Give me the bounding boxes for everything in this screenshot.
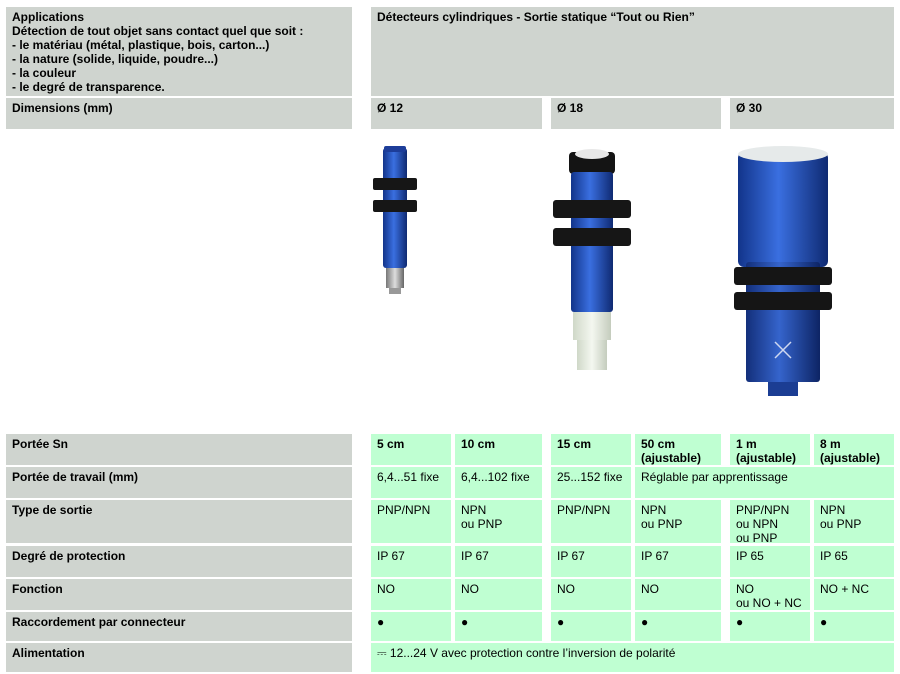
sensor-d18-image [545,142,640,382]
degre-protection-value: IP 67 [371,546,451,577]
type-sortie-value: NPN ou PNP [455,500,542,543]
portee-travail-label: Portée de travail (mm) [6,467,352,498]
portee-sn-value: 50 cm (ajustable) [635,434,721,465]
portee-travail-value: 6,4...102 fixe [455,467,542,498]
fonction-value: NO [455,579,542,610]
degre-protection-value: IP 67 [455,546,542,577]
portee-sn-label: Portée Sn [6,434,352,465]
fonction-value: NO [551,579,631,610]
type-sortie-value: NPN ou PNP [635,500,721,543]
alimentation-value: ⎓ 12...24 V avec protection contre l’inversion de polarité [371,643,894,672]
fonction-value: NO [635,579,721,610]
degre-protection-value: IP 65 [730,546,810,577]
type-sortie-value: NPN ou PNP [814,500,894,543]
raccordement-bullet: ● [730,612,810,641]
dimension-d12: Ø 12 [371,98,542,129]
degre-protection-value: IP 65 [814,546,894,577]
dimension-d30: Ø 30 [730,98,894,129]
fonction-value: NO + NC [814,579,894,610]
raccordement-bullet: ● [371,612,451,641]
alimentation-label: Alimentation [6,643,352,672]
portee-travail-span: Réglable par apprentissage [635,467,894,498]
raccordement-label: Raccordement par connecteur [6,612,352,641]
fonction-value: NO [371,579,451,610]
dimensions-label: Dimensions (mm) [6,98,352,129]
degre-protection-label: Degré de protection [6,546,352,577]
portee-sn-value: 10 cm [455,434,542,465]
portee-travail-value: 6,4...51 fixe [371,467,451,498]
sensor-d30-image [728,142,838,407]
portee-sn-value: 8 m (ajustable) [814,434,894,465]
fonction-label: Fonction [6,579,352,610]
raccordement-bullet: ● [814,612,894,641]
sensor-d12-image [360,140,430,300]
applications-text: Applications Détection de tout objet sans contact quel que soit : - le matériau (métal, plastique, bois, carton...) - la nature (solide, liquide, poudre...) - la couleur - le degré de transparence. [6,7,352,96]
degre-protection-value: IP 67 [551,546,631,577]
raccordement-bullet: ● [551,612,631,641]
page-title: Détecteurs cylindriques - Sortie statique “Tout ou Rien” [371,7,894,96]
degre-protection-value: IP 67 [635,546,721,577]
type-sortie-value: PNP/NPN ou NPN ou PNP [730,500,810,543]
portee-travail-value: 25...152 fixe [551,467,631,498]
type-sortie-label: Type de sortie [6,500,352,543]
type-sortie-value: PNP/NPN [371,500,451,543]
raccordement-bullet: ● [455,612,542,641]
portee-sn-value: 1 m (ajustable) [730,434,810,465]
portee-sn-value: 15 cm [551,434,631,465]
dimension-d18: Ø 18 [551,98,721,129]
type-sortie-value: PNP/NPN [551,500,631,543]
fonction-value: NO ou NO + NC [730,579,810,610]
raccordement-bullet: ● [635,612,721,641]
portee-sn-value: 5 cm [371,434,451,465]
